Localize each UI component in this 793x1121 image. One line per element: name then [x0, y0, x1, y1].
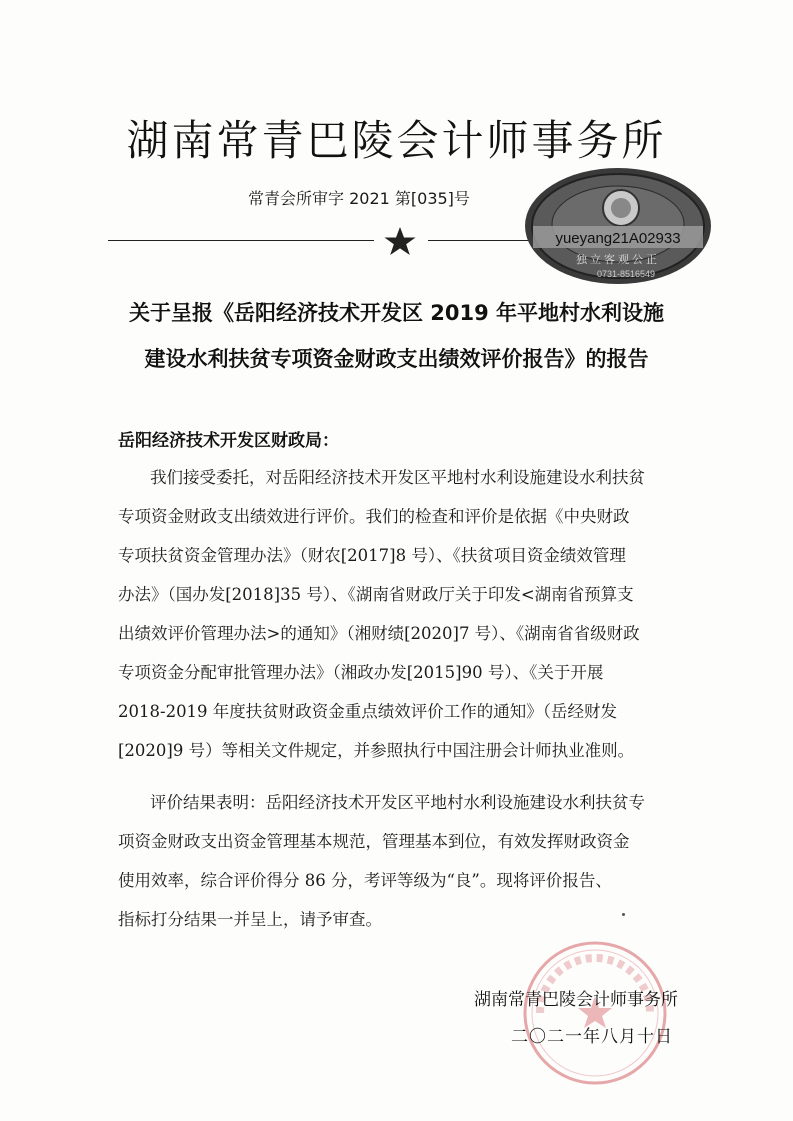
body-line: 我们接受委托，对岳阳经济技术开发区平地村水利设施建设水利扶贫 — [150, 468, 645, 487]
star-icon — [383, 226, 417, 256]
body-line: 专项扶贫资金管理办法》（财农[2017]8 号）、《扶贫项目资金绩效管理 — [118, 546, 626, 565]
body-line: 使用效率，综合评价得分 86 分，考评等级为“良”。现将评价报告、 — [118, 871, 612, 890]
company-stamp-icon — [520, 938, 670, 1088]
body-line: 办法》（国办发[2018]35 号）、《湖南省财政厅关于印发<湖南省预算支 — [118, 585, 634, 604]
body-line: [2020]9 号）等相关文件规定，并参照执行中国注册会计师执业准则。 — [118, 741, 635, 760]
cpa-seal-icon — [523, 166, 713, 286]
seal-code-text: yueyang21A02933 — [555, 230, 681, 247]
addressee: 岳阳经济技术开发区财政局： — [118, 431, 339, 451]
body-line: 评价结果表明：岳阳经济技术开发区平地村水利设施建设水利扶贫专 — [150, 793, 645, 812]
signature-date: 二〇二一年八月十日 — [511, 1027, 673, 1047]
body-line: 出绩效评价管理办法>的通知》（湘财绩[2020]7 号）、《湖南省省级财政 — [118, 624, 640, 643]
speck — [622, 913, 625, 916]
body-line: 专项资金财政支出绩效进行评价。我们的检查和评价是依据《中央财政 — [118, 507, 630, 526]
seal-phone-text: 0731-8516549 — [596, 269, 656, 279]
firm-title: 湖南常青巴陵会计师事务所 — [126, 116, 667, 165]
body-line: 项资金财政支出资金管理基本规范，管理基本到位，有效发挥财政资金 — [118, 832, 630, 851]
seal-motto-text: 独立客观公正 — [576, 253, 660, 266]
body-line: 指标打分结果一并呈上，请予审查。 — [118, 910, 382, 929]
body-line: 专项资金分配审批管理办法》（湘政办发[2015]90 号）、《关于开展 — [118, 663, 604, 682]
report-title-line-1: 关于呈报《岳阳经济技术开发区 2019 年平地村水利设施 — [128, 301, 665, 325]
signature-firm: 湖南常青巴陵会计师事务所 — [474, 990, 678, 1010]
header-rule-left — [108, 240, 374, 241]
report-title-line-2: 建设水利扶贫专项资金财政支出绩效评价报告》的报告 — [144, 347, 649, 371]
document-number: 常青会所审字 2021 第[035]号 — [248, 189, 470, 208]
body-line: 2018-2019 年度扶贫财政资金重点绩效评价工作的通知》（岳经财发 — [118, 702, 618, 721]
